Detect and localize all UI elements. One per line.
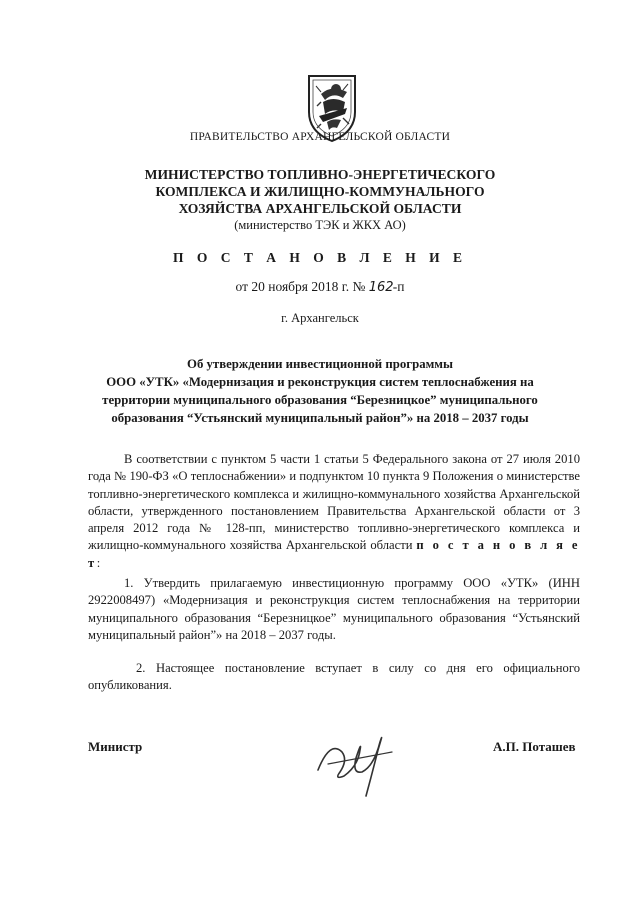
subject-line: территории муниципального образования “Березницкое” муниципального bbox=[102, 393, 538, 407]
ministry-name bbox=[0, 166, 640, 217]
handwritten-signature-icon bbox=[300, 700, 410, 810]
preamble-end: : bbox=[96, 555, 101, 570]
clause-1: 1. Утвердить прилагаемую инвестиционную программу ООО «УТК» (ИНН 2922008497) «Модернизация и реконструкция систем теплоснабжения на территории муниципального образования “Березницкое” муниципального образования “Устьянский муниципальный район”» на 2018 – 2037 годы. bbox=[88, 576, 580, 642]
subject-line: образования “Устьянский муниципальный район”» на 2018 – 2037 годы bbox=[111, 411, 529, 425]
decree-date-number bbox=[0, 279, 640, 295]
decree-number-handwritten: 162 bbox=[368, 280, 394, 295]
decree-date: от 20 ноября 2018 г. № bbox=[235, 279, 366, 294]
document-type-title: П О С Т А Н О В Л Е Н И Е bbox=[172, 250, 468, 265]
signatory-position: Министр bbox=[88, 739, 143, 754]
signatory-name: А.П. Поташев bbox=[493, 739, 576, 754]
ministry-name-line: ХОЗЯЙСТВА АРХАНГЕЛЬСКОЙ ОБЛАСТИ bbox=[178, 201, 462, 216]
subject-line: Об утверждении инвестиционной программы bbox=[186, 357, 454, 371]
clause-2: 2. Настоящее постановление вступает в силу со дня его официального опубликования. bbox=[88, 661, 580, 693]
preamble-paragraph bbox=[88, 451, 580, 572]
government-name: ПРАВИТЕЛЬСТВО АРХАНГЕЛЬСКОЙ ОБЛАСТИ bbox=[189, 131, 451, 143]
ministry-name-line: КОМПЛЕКСА И ЖИЛИЩНО-КОММУНАЛЬНОГО bbox=[155, 184, 485, 199]
subject-line: ООО «УТК» «Модернизация и реконструкция систем теплоснабжения на bbox=[106, 375, 534, 389]
resolves-word: п о с т а н о в л я е т bbox=[88, 538, 580, 570]
ministry-name-line: МИНИСТЕРСТВО ТОПЛИВНО-ЭНЕРГЕТИЧЕСКОГО bbox=[144, 167, 496, 182]
ministry-abbreviation: (министерство ТЭК и ЖКХ АО) bbox=[234, 218, 406, 232]
preamble-text: В соответствии с пунктом 5 части 1 статьи 5 Федерального закона от 27 июля 2010 года № 190-ФЗ «О теплоснабжении» и подпунктом 10 пункта 9 Положения о министерстве топливно-энергетического комплекса и жилищно-коммунального хозяйства Архангельской области, утвержденного постановлением Правительства Архангельской области от 3 апреля 2012 года № 128-пп, министерство топливно-энергетического комплекса и жилищно-коммунального хозяйства Архангельской области bbox=[88, 452, 580, 553]
city: г. Архангельск bbox=[281, 311, 359, 325]
decree-number-suffix: -п bbox=[392, 279, 405, 294]
decree-subject bbox=[0, 355, 640, 427]
